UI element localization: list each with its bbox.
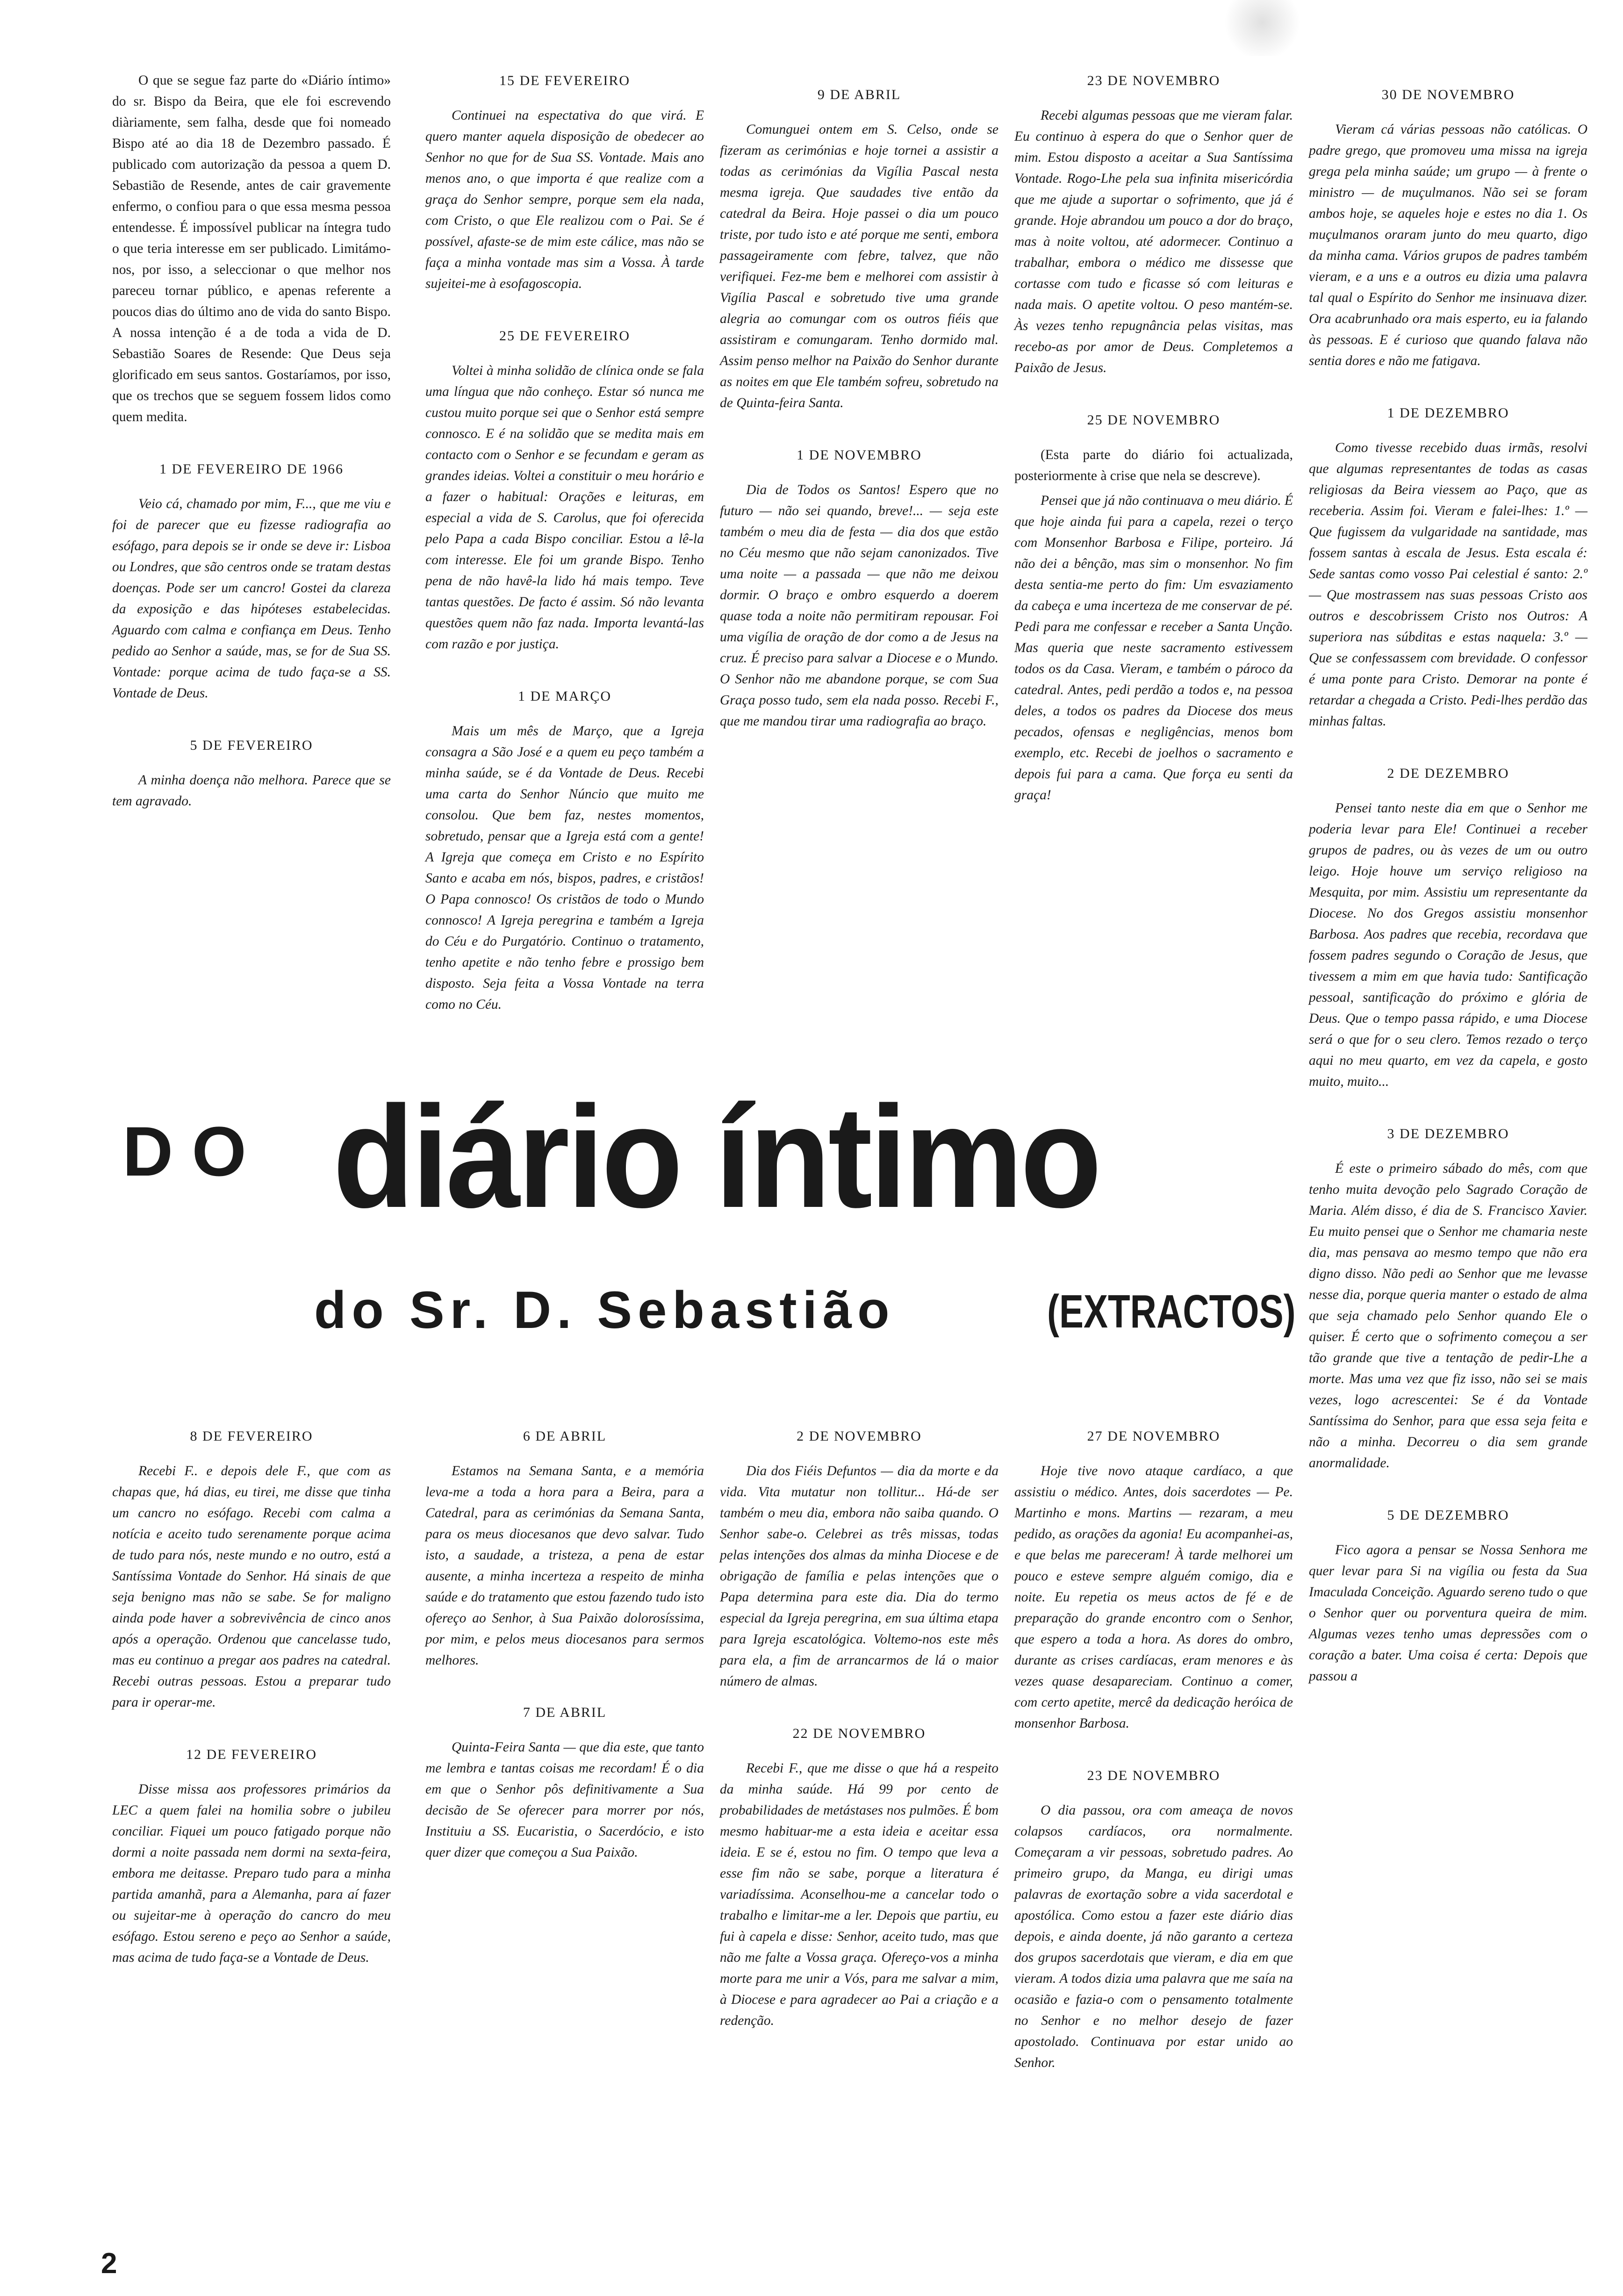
entry-date: 25 DE FEVEREIRO (499, 328, 630, 344)
entry-text: Dia de Todos os Santos! Espero que no futuro — não sei quando, breve!... — seja este também o meu dia de festa — dia dos que estão no Céu mesmo que não sejam canonizados. Tive uma noite — a passada — que não me deixou dormir. O braço e ombro esquerdo a doerem quase toda a noite não permitiram repousar. Foi uma vigília de oração de dor como a de Jesus na cruz. É preciso para salvar a Diocese e o Mundo. O Senhor não me abandone porque, se com Sua Graça posso tudo, sem ela nada posso. Recebi F., que me mandou tirar uma radiografia ao braço. (720, 482, 998, 729)
entry-text: Continuei na espectativa do que virá. E quero manter aquela disposição de obedecer ao Senhor no que for de Sua SS. Vontade. Mais ano menos ano, o que importa é que realize com a graça do Senhor sempre, porque sem ela nada, com Cristo, o que Ele realizou com o Pai. Se é possível, afaste-se de mim este cálice, mas não se faça a minha vontade mas sim a Vossa. À tarde sujeitei-me à esofagoscopia. (425, 108, 704, 291)
page-title: diário íntimo (333, 1076, 1099, 1238)
intro-paragraph: O que se segue faz parte do «Diário íntimo» do sr. Bispo da Beira, que ele foi escrevendo diàriamente, sem falha, desde que foi nomeado Bispo até ao dia 18 de Dezembro passado. É publicado com autorização da pessoa a quem D. Sebastião de Resende, antes de cair gravemente enfermo, o confiou para o que essa mesma pessoa entendesse. É impossível publicar na íntegra tudo o que teria interesse em ser publicado. Limitámo-nos, por isso, a seleccionar o que melhor nos pareceu tornar público, e apenas referente a poucos dias do último ano de vida do santo Bispo. A nossa intenção é a de toda a vida de D. Sebastião Soares de Resende: Que Deus seja glorificado em seus santos. Gostaríamos, por isso, que os trechos que se seguem fossem lidos como quem medita. (112, 73, 391, 424)
entry-text: Pensei que já não continuava o meu diário. É que hoje ainda fui para a capela, rezei o terço com Monsenhor Barbosa e Filipe, porteiro. Já não dei a bênção, mas sim o monsenhor. No fim desta sentia-me perto do fim: Um esvaziamento da cabeça e uma incerteza de me conservar de pé. Pedi para me confessar e receber a Santa Unção. Mas queria que neste sacramento estivessem todos os da Casa. Vieram, e também o pároco da catedral. Antes, pedi perdão a todos e, na pessoa deles, a todos os padres da Diocese dos meus pecados, ofensas e negligências, menos bom exemplo, etc. Recebi de joelhos o sacramento e depois fui para a cama. Que força eu senti da graça! (1014, 493, 1293, 803)
entry-date: 9 DE ABRIL (817, 87, 901, 102)
entry-note: (Esta parte do diário foi actualizada, posteriormente à crise que nela se descreve). (1014, 447, 1293, 483)
page-number: 2 (101, 2247, 117, 2280)
entry-date: 5 DE DEZEMBRO (1387, 1507, 1509, 1523)
entry-text: A minha doença não melhora. Parece que se tem agravado. (112, 773, 391, 809)
entry-date: 6 DE ABRIL (523, 1428, 607, 1444)
column-4-bottom (1014, 1426, 1293, 2077)
entry-date: 15 DE FEVEREIRO (499, 73, 630, 88)
entry-text: Como tivesse recebido duas irmãs, resolvi que algumas representantes de todas as casas religiosas da Beira viessem ao Paço, que as receberia. Assim foi. Vieram e falei-lhes: 1.º — Que fugissem da vulgaridade na santidade, mas fossem santas à escala de Jesus. Esta escala é: Sede santas como vosso Pai celestial é santo: 2.º — Que mostrassem nas suas pessoas Cristo aos outros e descobrissem Cristo nos Outros: A superiora nas súbditas e estas naquela: 3.º — Que se confessassem com brevidade. O confessor é uma ponte para Cristo. Demorar na ponte é retardar a chegada a Cristo. Pedi-lhes perdão das minhas faltas. (1309, 440, 1587, 729)
entry-date: 8 DE FEVEREIRO (190, 1428, 313, 1444)
entry-date: 12 DE FEVEREIRO (186, 1747, 317, 1762)
page-subtitle: do Sr. D. Sebastião (314, 1281, 895, 1339)
entry-text: Pensei tanto neste dia em que o Senhor me poderia levar para Ele! Continuei a receber grupos de padres, ou às vezes de um ou outro leigo. Hoje houve um serviço religioso na Mesquita, por mim. Assistiu um representante da Diocese. No dos Gregos assistiu monsenhor Barbosa. Aos padres que recebia, recordava que fossem padres segundo o Coração de Jesus, que tivessem a mim em que havia tudo: Santificação pessoal, santificação do próximo e glória de Deus. Que o tempo passa rápido, e uma Diocese será o que for o seu clero. Temos rezado o terço aqui no meu quarto, em vez da capela, e gosto muito, muito... (1309, 801, 1587, 1089)
entry-date: 2 DE NOVEMBRO (797, 1428, 922, 1444)
entry-date: 30 DE NOVEMBRO (1381, 87, 1515, 102)
entry-date: 25 DE NOVEMBRO (1087, 412, 1221, 428)
entry-text: Recebi algumas pessoas que me vieram falar. Eu continuo à espera do que o Senhor quer de mim. Estou disposto a aceitar a Sua Santíssima Vontade. Rogo-Lhe pela sua infinita misericórdia que me ajude a suportar o sofrimento, que já é grande. Hoje abrandou um pouco a dor do braço, mas à noite voltou, até adormecer. Continuo a trabalhar, embora o médico me dissesse que cortasse com tudo e ficasse só com leituras e nada mais. O apetite voltou. O peso mantém-se. Às vezes tenho repugnância pelas visitas, mas recebo-as por amor de Deus. Completemos a Paixão de Jesus. (1014, 108, 1293, 375)
column-4-top (1014, 70, 1293, 810)
entry-text: Vieram cá várias pessoas não católicas. O padre grego, que promoveu uma missa na igreja grega pela minha saúde; um grupo — à frente o ministro — de muçulmanos. Não sei se foram ambos hoje, se aqueles hoje e estes no dia 1. Os muçulmanos oraram junto do meu quarto, digo da minha cama. Vários grupos de padres também vieram, e a uns e a outros eu dizia uma palavra tal qual o Espírito do Senhor me insinuava dizer. Ora acabrunhado ora mais esperto, eu ia falando às pessoas. E é curioso que quando falava não sentia dores e não me fatigava. (1309, 122, 1587, 368)
column-3-top (720, 84, 998, 736)
entry-text: É este o primeiro sábado do mês, com que tenho muita devoção pelo Sagrado Coração de Maria. Além disso, é dia de S. Francisco Xavier. Eu muito pensei que o Senhor me chamaria neste dia, mas pensava ao mesmo tempo que não era digno disso. Não pedi ao Senhor que me levasse nesse dia, porque queria manter o estado de alma que seja chamado pelo Senhor quando Ele o quiser. É certo que o sofrimento começou a ser tão grande que tive a tentação de pedir-Lhe a morte. Mas uma vez que fiz isso, não sei se mais vezes, logo acrescentei: Se é da Vontade Santíssima do Senhor, para que essa seja feita e não a minha. Decorreu o dia sem grande anormalidade. (1309, 1161, 1587, 1471)
entry-text: O dia passou, ora com ameaça de novos colapsos cardíacos, ora normalmente. Começaram a vir pessoas, sobretudo padres. Ao primeiro grupo, da Manga, eu dirigi umas palavras de exortação sobre a vida sacerdotal e apostólica. Como estou a fazer este diário dias depois, e ainda doente, já não garanto a certeza dos grupos sacerdotais que vieram, e dia em que vieram. A todos dizia uma palavra que me saía na ocasião e fazia-o com o pensamento totalmente no Senhor e no melhor desejo de fazer apostolado. Continuava por estar unido ao Senhor. (1014, 1803, 1293, 2070)
entry-text: Mais um mês de Março, que a Igreja consagra a São José e a quem eu peço também a minha saúde, se é da Vontade de Deus. Recebi uma carta do Senhor Núncio que muito me consolou. Que bem faz, nestes momentos, sobretudo, pensar que a Igreja está com a gente! A Igreja que começa em Cristo e no Espírito Santo e acaba em nós, bispos, padres, e cristãos! O Papa connosco! Os cristãos de todo o Mundo connosco! A Igreja peregrina e também a Igreja do Céu e do Purgatório. Continuo o tratamento, tenho apetite e não tenho febre e prossigo bem disposto. Seja feita a Vossa Vontade na terra como no Céu. (425, 724, 704, 1012)
entry-date: 23 DE NOVEMBRO (1087, 1768, 1221, 1783)
entry-text: Fico agora a pensar se Nossa Senhora me quer levar para Si na vigília ou festa da Sua Imaculada Conceição. Aguardo sereno tudo o que o Senhor quer ou porventura queira de mim. Algumas vezes tenho umas depressões com o coração a bater. Uma coisa é certa: Depois que passou a (1309, 1543, 1587, 1684)
entry-text: Comunguei ontem em S. Celso, onde se fizeram as cerimónias e hoje tornei a assistir a todas as cerimónias da Vigília Pascal nesta mesma igreja. Que saudades tive então da catedral da Beira. Hoje passei o dia um pouco triste, por tudo isto e até porque me senti, embora passageiramente com febre, talvez, que não verifiquei. Fez-me bem e melhorei com assistir à Vigília Pascal e sobretudo tive uma grande alegria ao comungar com os outros fiéis que assistiram e comungaram. Tenho dormido mal. Assim penso melhor na Paixão do Senhor durante as noites em que Ele também sofreu, sobretudo na de Quinta-feira Santa. (720, 122, 998, 410)
entry-text: Recebi F.. e depois dele F., que com as chapas que, há dias, eu tirei, me disse que tinha um cancro no esófago. Recebi com calma a notícia e aceito tudo serenamente porque acima de tudo para nós, neste mundo e no outro, está a Santíssima Vontade do Senhor. Há sinais de que seja benigno mas não se sabe. Se for maligno ainda pode haver a sobrevivência de cinco anos após a operação. Ordenou que cancelasse tudo, mas eu continuo a pregar aos padres na catedral. Recebi outras pessoas. Estou a preparar tudo para ir operar-me. (112, 1464, 391, 1710)
entry-text: Disse missa aos professores primários da LEC a quem falei na homilia sobre o jubileu conciliar. Fiquei um pouco fatigado porque não dormi a noite passada nem dormi na sexta-feira, embora me deitasse. Preparo tudo para a minha partida amanhã, para a Alemanha, para aí fazer ou sujeitar-me à operação do cancro do meu esófago. Estou sereno e peço ao Senhor a saúde, mas acima de tudo faça-se a Vontade de Deus. (112, 1782, 391, 1965)
entry-date: 3 DE DEZEMBRO (1387, 1126, 1509, 1141)
column-3-bottom (720, 1426, 998, 2035)
entry-text: Recebi F., que me disse o que há a respeito da minha saúde. Há 99 por cento de probabilidades de metástases nos pulmões. É bom mesmo habituar-me a esta ideia e aceitar essa ideia. E se é, estou no fim. O tempo que leva a esse fim não se sabe, porque a literatura é variadíssima. Aconselhou-me a cancelar todo o trabalho e limitar-me a ler. Depois que partiu, eu fui à capela e disse: Senhor, aceito tudo, mas que não me falte a Vossa graça. Ofereço-vos a minha morte para me unir a Vós, para me salvar a mim, à Diocese e para agradecer ao Pai a criação e a redenção. (720, 1761, 998, 2028)
entry-date: 1 DE MARÇO (517, 689, 611, 704)
entry-date: 5 DE FEVEREIRO (190, 738, 313, 753)
entry-text: Quinta-Feira Santa — que dia este, que tanto me lembra e tantas coisas me recordam! É o dia em que o Senhor pôs definitivamente a Sua decisão de Se oferecer para morrer por nós, Instituiu a SS. Eucaristia, o Sacerdócio, e isto quer dizer que começou a Sua Paixão. (425, 1740, 704, 1860)
title-prefix: DO (122, 1112, 265, 1191)
extracts-label: (EXTRACTOS) (1047, 1285, 1296, 1338)
entry-date: 1 DE FEVEREIRO DE 1966 (159, 461, 344, 477)
entry-text: Dia dos Fiéis Defuntos — dia da morte e da vida. Vita mutatur non tollitur... Há-de ser também o meu dia, embora não saiba quando. O Senhor sabe-o. Celebrei as três missas, todas pelas intenções dos almas da minha Diocese e de obrigação de família e pelas intenções que o Papa determina para este dia. Dia do termo especial da Igreja peregrina, em sua última etapa para Igreja escatológica. Voltemo-nos este mês para ela, a fim de arrancarmos de lá o maior número de almas. (720, 1464, 998, 1689)
entry-date: 27 DE NOVEMBRO (1087, 1428, 1221, 1444)
column-2-top (425, 70, 704, 1019)
column-1-top (112, 70, 391, 816)
entry-text: Veio cá, chamado por mim, F..., que me viu e foi de parecer que eu fizesse radiografia ao esófago, para depois se ir onde se deve ir: Lisboa ou Londres, que são centros onde se tratam destas doenças. Pode ser um cancro! Gostei da clareza da exposição e das hipóteses estabelecidas. Aguardo com calma e confiança em Deus. Tenho pedido ao Senhor a saúde, mas, se for de Sua SS. Vontade: porque acima de tudo faça-se a SS. Vontade de Deus. (112, 496, 391, 701)
column-5 (1309, 84, 1587, 1691)
entry-date: 1 DE NOVEMBRO (797, 447, 922, 463)
paper-smudge (1220, 0, 1304, 56)
column-2-bottom (425, 1426, 704, 1867)
entry-date: 7 DE ABRIL (523, 1705, 607, 1720)
entry-date: 23 DE NOVEMBRO (1087, 73, 1221, 88)
entry-date: 22 DE NOVEMBRO (792, 1726, 926, 1741)
entry-date: 2 DE DEZEMBRO (1387, 766, 1509, 781)
entry-text: Estamos na Semana Santa, e a memória leva-me a toda a hora para a Beira, para a Catedral, para as cerimónias da Semana Santa, para os meus diocesanos que devo salvar. Tudo isto, a saudade, a tristeza, a pena de estar ausente, a minha incerteza a respeito de minha saúde e do tratamento que estou fazendo tudo isto ofereço ao Senhor, à Sua Paixão dolorosíssima, por mim, e pelos meus diocesanos para sermos melhores. (425, 1464, 704, 1668)
entry-text: Hoje tive novo ataque cardíaco, a que assistiu o médico. Antes, dois sacerdotes — Pe. Martinho e mons. Martins — rezaram, a meu pedido, as orações da agonia! Eu acompanhei-as, e que belas me pareceram! À tarde melhorei um pouco e esteve sempre alguém comigo, dia e noite. Eu repetia os meus actos de fé e de preparação do grande encontro com o Senhor, que espero a toda a hora. As dores do ombro, durante as crises cardíacas, eram menores e às vezes quase desapareciam. Continuo a comer, com certo apetite, mercê da dedicação heróica de monsenhor Barbosa. (1014, 1464, 1293, 1731)
column-1-bottom (112, 1426, 391, 1972)
entry-text: Voltei à minha solidão de clínica onde se fala uma língua que não conheço. Estar só nunca me custou muito porque sei que o Senhor está sempre connosco. E é na solidão que se medita mais em contacto com o Senhor e se fecundam e geram as grandes ideias. Voltei a constituir o meu horário e a fazer o habitual: Orações e leituras, em especial a vida de S. Carolus, que foi oferecida pelo Papa a cada Bispo conciliar. Estou a lê-la com interesse. Ele foi um grande Bispo. Tenho pena de não havê-la lido há mais tempo. Teve tantas questões. De facto é assim. Só não levanta questões quem não faz nada. Importa levantá-las com razão e por justiça. (425, 363, 704, 652)
entry-date: 1 DE DEZEMBRO (1387, 405, 1509, 421)
